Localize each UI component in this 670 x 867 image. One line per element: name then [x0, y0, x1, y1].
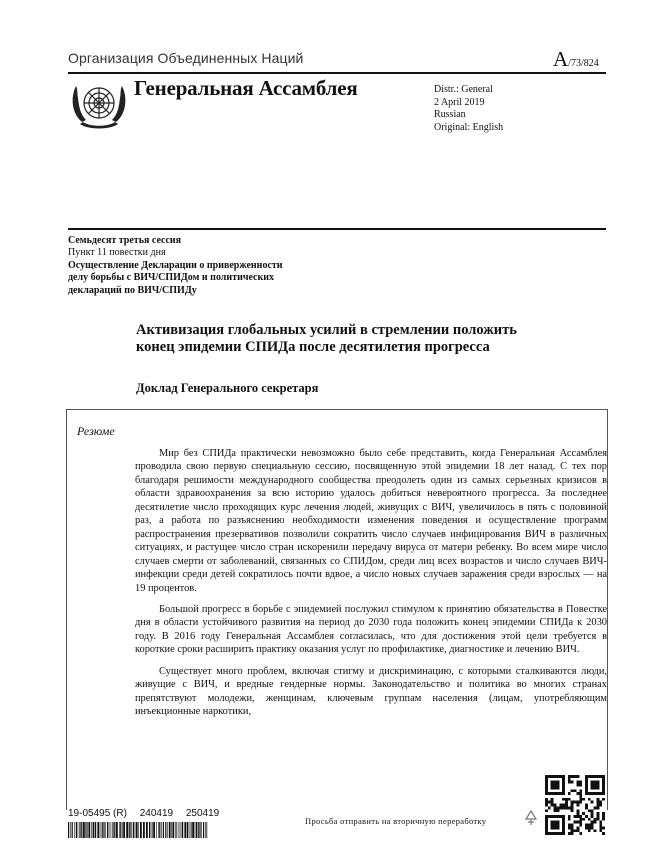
symbol-letter: A [553, 47, 569, 71]
general-assembly-title: Генеральная Ассамблея [134, 76, 358, 100]
summary-paragraph: Мир без СПИДа практически невозможно было себе представить, когда Генеральная Ассамблея проводила свою первую специальную сессию, посвященную этой эпидемии 18 лет назад. С тех пор благодаря решимости международного сообщества преодолеть один из самых серьезных кризисов в области здравоохранения за всю историю удалось добиться невероятного прогресса. За последнее десятилетие число проходящих курс лечения людей, живущих с ВИЧ, увеличилось в пять с половиной раз, а работа по разъяснению необходимости изменения поведения и осуществление программ распространения презервативов позволили сократить число случаев инфицирования ВИЧ в различных ситуациях, и растущее число стран искоренили передачу вируса от матери ребенку. Во всем мире число случаев смерти от заболеваний, связанных со СПИДом, среди лиц всех возрастов и число случаев ВИЧ-инфекции среди детей сократилось почти вдвое, а число новых случаев заражения среди взрослых — на 19 процентов. [135, 448, 607, 594]
document-number-line [68, 808, 229, 819]
print-date-1: 240419 [139, 808, 174, 819]
original-language: Original: English [434, 121, 504, 133]
document-subtitle: Доклад Генерального секретаря [136, 381, 319, 395]
document-number: 19-05495 (R) [68, 808, 127, 819]
session-name: Семьдесят третья сессия [68, 235, 182, 246]
qr-code-icon [545, 775, 605, 835]
issue-date: 2 April 2019 [434, 96, 485, 108]
agenda-title-line-3: деклараций по ВИЧ/СПИДу [68, 284, 197, 296]
distribution-block [434, 84, 503, 134]
un-emblem-icon [68, 76, 130, 134]
distribution: Distr.: General [434, 84, 493, 95]
session-block [68, 235, 283, 297]
summary-label: Резюме [77, 424, 115, 438]
agenda-title-line-1: Осуществление Декларации о приверженности [68, 259, 283, 271]
recycle-icon [521, 808, 541, 828]
recycle-note: Просьба отправить на вторичную переработку [305, 816, 487, 826]
agenda-item: Пункт 11 повестки дня [68, 247, 166, 259]
section-rule [68, 228, 606, 230]
summary-paragraph: Существует много проблем, включая стигму и дискриминацию, с которыми сталкиваются люди, живущие с ВИЧ, и вредные гендерные нормы. Законодательство и политика во многих странах препятствуют молодежи, женщинам, ключевым группам населения (лицам, употребляющим инъекционные наркотики, [135, 665, 607, 718]
barcode-icon [68, 822, 208, 838]
summary-text [135, 447, 607, 727]
language: Russian [434, 109, 466, 120]
agenda-title-line-2: делу борьбы с ВИЧ/СПИДом и политических [68, 272, 275, 284]
symbol-number: /73/824 [568, 58, 599, 69]
summary-box [66, 409, 608, 810]
document-title: Активизация глобальных усилий в стремлении положить конец эпидемии СПИДа после десятилетия прогресса [136, 322, 517, 355]
organization-name: Организация Объединенных Наций [68, 50, 304, 66]
summary-paragraph: Большой прогресс в борьбе с эпидемией послужил стимулом к принятию обязательства в Повестке дня в области устойчивого развития на период до 2030 года положить конец эпидемии СПИДа к 2030 году. В 2016 году Генеральная Ассамблея согласилась, что для достижения этой цели требуется в короткие сроки расширить практику оказания услуг по профилактике, диагностике и лечению ВИЧ. [135, 603, 607, 656]
header-rule [68, 72, 606, 74]
print-date-2: 250419 [185, 808, 220, 819]
document-symbol [553, 47, 599, 72]
